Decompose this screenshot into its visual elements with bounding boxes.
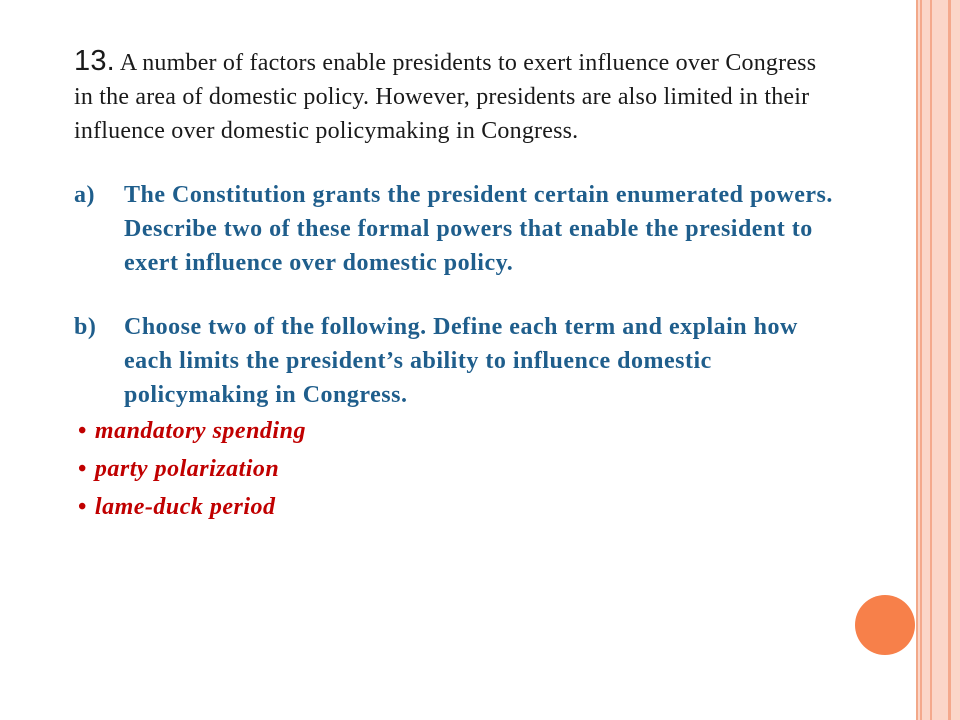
list-item [74,450,834,488]
question-intro-text: A number of factors enable presidents to exert influence over Congress in the area of domestic policy. However, presidents are also limited in their influence over domestic policymaking in Congress. [74,50,817,144]
bullet-icon: • [78,494,87,520]
band-stripe [920,0,922,720]
question-number: 13. [74,45,115,77]
decorative-circle-icon [855,595,915,655]
list-item [74,412,834,450]
part-a-letter: a) [74,182,95,208]
bullet-icon: • [78,418,87,444]
term-label: lame-duck period [94,494,276,520]
term-label: mandatory spending [94,418,306,444]
question-intro [74,44,834,148]
slide-content [74,44,834,526]
list-item [74,488,834,526]
decorative-side-band [918,0,960,720]
part-b-letter: b) [74,314,97,340]
part-b [74,310,834,412]
band-stripe [948,0,951,720]
band-stripe [930,0,932,720]
part-a-text: The Constitution grants the president certain enumerated powers. Describe two of these formal powers that enable the president to exert influence over domestic policy. [124,182,833,276]
terms-list [74,412,834,526]
term-label: party polarization [94,456,280,482]
part-a [74,178,834,280]
bullet-icon: • [78,456,87,482]
part-b-text: Choose two of the following. Define each term and explain how each limits the president’s ability to influence domestic policymaking in Congress. [124,314,798,408]
